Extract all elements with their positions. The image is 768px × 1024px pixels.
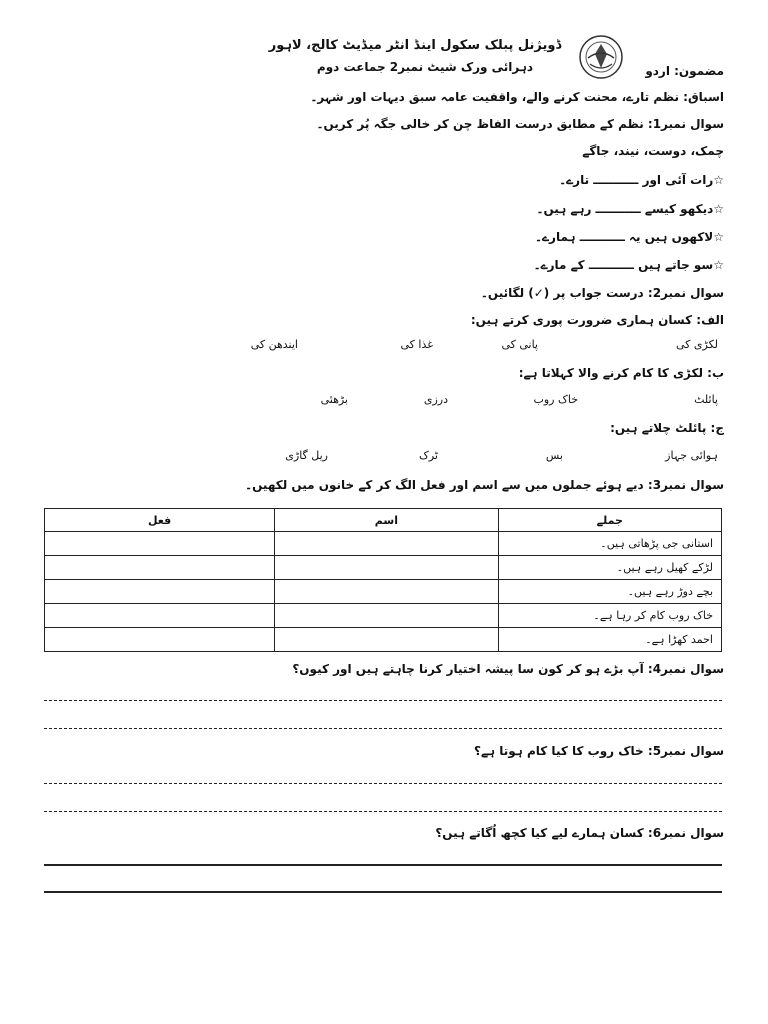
table-header-row bbox=[45, 509, 722, 532]
sentence-cell: احمد کھڑا ہے۔ bbox=[498, 628, 721, 652]
q2-a-option-3[interactable]: غذا کی bbox=[400, 338, 433, 351]
noun-answer-cell[interactable] bbox=[275, 580, 498, 604]
school-name: ڈویژنل پبلک سکول اینڈ انٹر میڈیٹ کالج، لاہور bbox=[268, 38, 562, 53]
q2-c-option-4[interactable]: ریل گاڑی bbox=[285, 449, 328, 462]
q1-item-4: ☆سو جاتے ہیں ـــــــــــ کے مارے۔ bbox=[533, 258, 724, 272]
q5-answer-line-1[interactable] bbox=[44, 783, 722, 784]
q2-b-option-1[interactable]: پائلٹ bbox=[694, 393, 718, 406]
q2-c-option-2[interactable]: بس bbox=[545, 449, 563, 462]
verb-answer-cell[interactable] bbox=[45, 556, 275, 580]
worksheet-title: دہرائی ورک شیٹ نمبر2 جماعت دوم bbox=[316, 60, 534, 74]
q2-b-option-3[interactable]: درزی bbox=[423, 393, 448, 406]
table-row bbox=[45, 556, 722, 580]
noun-answer-cell[interactable] bbox=[275, 532, 498, 556]
table-row bbox=[45, 580, 722, 604]
q1-item-3: ☆لاکھوں ہیں یہ ـــــــــــ ہمارے۔ bbox=[534, 230, 724, 244]
q1-heading: سوال نمبر1: نظم کے مطابق درست الفاظ چن کر خالی جگہ پُر کریں۔ bbox=[316, 117, 724, 131]
sentence-cell: استانی جی پڑھاتی ہیں۔ bbox=[498, 532, 721, 556]
q1-item-2: ☆دیکھو کیسے ـــــــــــ رہے ہیں۔ bbox=[536, 202, 724, 216]
q5-answer-line-2[interactable] bbox=[44, 811, 722, 812]
verb-answer-cell[interactable] bbox=[45, 604, 275, 628]
q6-answer-line-2[interactable] bbox=[44, 891, 722, 893]
q2-b-option-2[interactable]: خاک روب bbox=[533, 393, 578, 406]
q2-c-option-1[interactable]: ہوائی جہاز bbox=[665, 449, 718, 462]
q6-heading: سوال نمبر6: کسان ہمارے لیے کیا کچھ اُگاتے ہیں؟ bbox=[435, 826, 724, 840]
column-header-sentences: جملے bbox=[498, 509, 721, 532]
q1-item-1: ☆رات آئی اور ـــــــــــ تارے۔ bbox=[559, 173, 724, 187]
q6-answer-line-1[interactable] bbox=[44, 864, 722, 866]
q3-heading: سوال نمبر3: دیے ہوئے جملوں میں سے اسم اور فعل الگ کر کے خانوں میں لکھیں۔ bbox=[245, 478, 724, 492]
q2-b-option-4[interactable]: بڑھئی bbox=[320, 393, 348, 406]
table-row bbox=[45, 628, 722, 652]
q4-answer-line-2[interactable] bbox=[44, 728, 722, 729]
q2-a-option-2[interactable]: پانی کی bbox=[501, 338, 538, 351]
sentence-cell: خاک روب کام کر رہا ہے۔ bbox=[498, 604, 721, 628]
table-row bbox=[45, 532, 722, 556]
noun-answer-cell[interactable] bbox=[275, 628, 498, 652]
q2-a-option-4[interactable]: ایندھن کی bbox=[250, 338, 298, 351]
q2-c-option-3[interactable]: ٹرک bbox=[419, 449, 438, 462]
column-header-noun: اسم bbox=[275, 509, 498, 532]
column-header-verb: فعل bbox=[45, 509, 275, 532]
verb-answer-cell[interactable] bbox=[45, 628, 275, 652]
verb-answer-cell[interactable] bbox=[45, 532, 275, 556]
school-crest-icon bbox=[578, 34, 624, 80]
lessons-line: اسباق: نظم تارے، محنت کرنے والے، واقفیت عامہ سبق دیہات اور شہر۔ bbox=[310, 90, 724, 104]
q3-table bbox=[44, 508, 722, 652]
q2-part-c-question: ج: پائلٹ چلاتے ہیں: bbox=[610, 421, 724, 435]
table-row bbox=[45, 604, 722, 628]
sentence-cell: بچے دوڑ رہے ہیں۔ bbox=[498, 580, 721, 604]
sentence-cell: لڑکے کھیل رہے ہیں۔ bbox=[498, 556, 721, 580]
noun-answer-cell[interactable] bbox=[275, 556, 498, 580]
q2-heading: سوال نمبر2: درست جواب پر (✓) لگائیں۔ bbox=[480, 286, 724, 300]
q2-part-a-question: الف: کسان ہماری ضرورت پوری کرتے ہیں: bbox=[470, 313, 724, 327]
q5-heading: سوال نمبر5: خاک روب کا کیا کام ہوتا ہے؟ bbox=[474, 744, 724, 758]
q1-word-bank: چمک، دوست، نیند، جاگے bbox=[582, 144, 724, 158]
subject-label: مضمون: اردو bbox=[645, 64, 724, 78]
noun-answer-cell[interactable] bbox=[275, 604, 498, 628]
q4-heading: سوال نمبر4: آپ بڑے ہو کر کون سا پیشہ اختیار کرنا چاہتے ہیں اور کیوں؟ bbox=[292, 662, 724, 676]
q2-a-option-1[interactable]: لکڑی کی bbox=[675, 338, 718, 351]
q4-answer-line-1[interactable] bbox=[44, 700, 722, 701]
verb-answer-cell[interactable] bbox=[45, 580, 275, 604]
q2-part-b-question: ب: لکڑی کا کام کرنے والا کہلاتا ہے: bbox=[518, 366, 724, 380]
